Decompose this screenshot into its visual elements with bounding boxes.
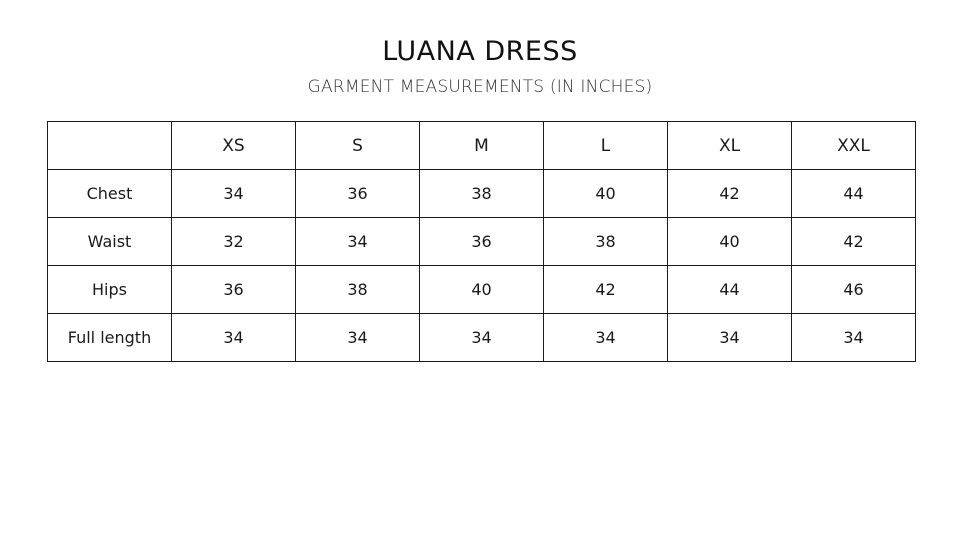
table-cell: 36 [420, 218, 544, 266]
table-row [48, 266, 916, 314]
table-cell: 34 [668, 314, 792, 362]
table-row [48, 170, 916, 218]
size-header-xs: XS [172, 122, 296, 170]
table-cell: 40 [544, 170, 668, 218]
row-label-waist: Waist [48, 218, 172, 266]
size-header-row [48, 122, 916, 170]
table-cell: 34 [172, 170, 296, 218]
size-header-s: S [296, 122, 420, 170]
table-cell: 46 [792, 266, 916, 314]
size-header-m: M [420, 122, 544, 170]
table-cell: 40 [668, 218, 792, 266]
corner-cell [48, 122, 172, 170]
size-chart-table [47, 121, 916, 362]
table-cell: 34 [296, 314, 420, 362]
table-cell: 36 [296, 170, 420, 218]
table-cell: 34 [544, 314, 668, 362]
page-subtitle: GARMENT MEASUREMENTS (IN INCHES) [307, 77, 653, 97]
table-cell: 38 [296, 266, 420, 314]
table-cell: 34 [420, 314, 544, 362]
table-cell: 44 [792, 170, 916, 218]
table-cell: 38 [544, 218, 668, 266]
table-row [48, 218, 916, 266]
table-row [48, 314, 916, 362]
table-cell: 40 [420, 266, 544, 314]
table-cell: 34 [792, 314, 916, 362]
table-cell: 36 [172, 266, 296, 314]
row-label-full-length: Full length [48, 314, 172, 362]
size-header-xl: XL [668, 122, 792, 170]
table-cell: 42 [792, 218, 916, 266]
table-cell: 44 [668, 266, 792, 314]
row-label-chest: Chest [48, 170, 172, 218]
table-cell: 42 [668, 170, 792, 218]
size-header-l: L [544, 122, 668, 170]
table-cell: 34 [172, 314, 296, 362]
table-cell: 32 [172, 218, 296, 266]
row-label-hips: Hips [48, 266, 172, 314]
size-header-xxl: XXL [792, 122, 916, 170]
page-title: LUANA DRESS [382, 36, 578, 67]
table-cell: 34 [296, 218, 420, 266]
table-cell: 42 [544, 266, 668, 314]
table-cell: 38 [420, 170, 544, 218]
